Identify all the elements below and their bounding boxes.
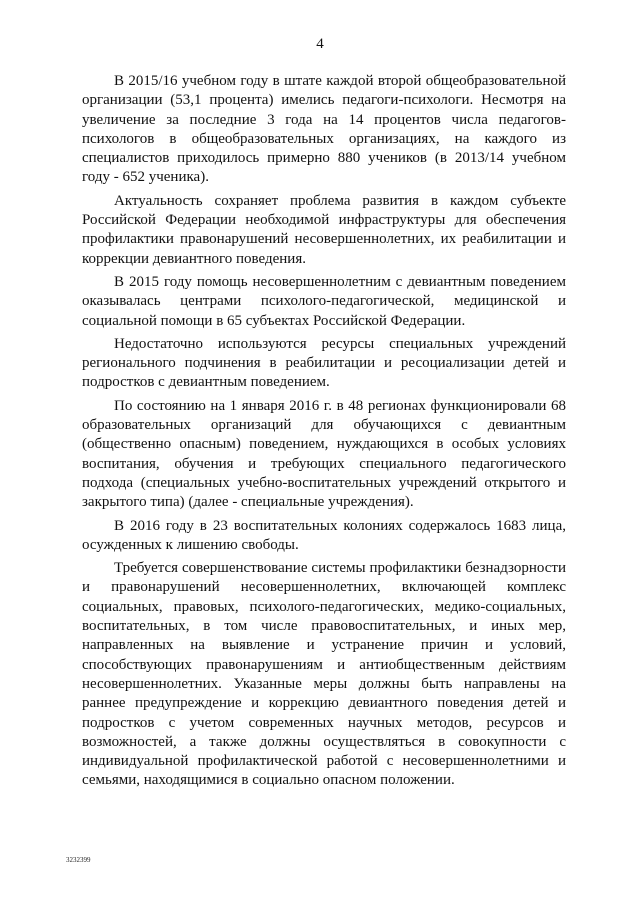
page-number: 4 bbox=[316, 36, 324, 52]
paragraph-prevention-system: Требуется совершенствование системы профилактики безнадзорности и правонарушений несовершеннолетних, включающей комплекс социальных, правовых, психолого-педагогических, медико-социальных, воспитательных, в том числе правовоспитательных, и иных мер, направленных на выявление и устранение причин и условий, способствующих правонарушениям и антиобщественным действиям несовершеннолетних. Указанные меры должны быть направлены на раннее предупреждение и коррекцию девиантного поведения детей и подростков с учетом современных научных методов, ресурсов и возможностей, а также должны осуществляться в совокупности с индивидуальной профилактической работой с несовершеннолетними и семьями, находящимися в социально опасном положении. bbox=[82, 560, 566, 789]
paragraph-infrastructure: Актуальность сохраняет проблема развития в каждом субъекте Российской Федерации необходимой инфраструктуры для обеспечения профилактики правонарушений несовершеннолетних, их реабилитации и коррекции девиантного поведения. bbox=[82, 192, 566, 267]
paragraph-assistance-centers: В 2015 году помощь несовершеннолетним с девиантным поведением оказывалась центрами психолого-педагогической, медицинской и социальной помощи в 65 субъектах Российской Федерации. bbox=[82, 273, 566, 329]
paragraph-special-institutions: По состоянию на 1 января 2016 г. в 48 регионах функционировали 68 образовательных организаций для обучающихся с девиантным (общественно опасным) поведением, нуждающихся в особых условиях воспитания, обучения и требующих специального педагогического подхода (специальных учебно-воспитательных учреждений открытого и закрытого типа) (далее - специальные учреждения). bbox=[82, 397, 566, 511]
paragraph-colonies: В 2016 году в 23 воспитательных колониях содержалось 1683 лица, осужденных к лишению свободы. bbox=[82, 517, 566, 553]
paragraph-regional-resources: Недостаточно используются ресурсы специальных учреждений регионального подчинения в реабилитации и ресоциализации детей и подростков с девиантным поведением. bbox=[82, 335, 566, 391]
document-body bbox=[82, 72, 566, 795]
paragraph-psychologists: В 2015/16 учебном году в штате каждой второй общеобразовательной организации (53,1 процента) имелись педагоги-психологи. Несмотря на увеличение за последние 3 года на 14 процентов числа педагогов-психологов в общеобразовательных организациях, на каждого из специалистов приходилось примерно 880 учеников (в 2013/14 учебном году - 652 ученика). bbox=[82, 73, 566, 186]
document-code: 3232399 bbox=[66, 856, 91, 864]
